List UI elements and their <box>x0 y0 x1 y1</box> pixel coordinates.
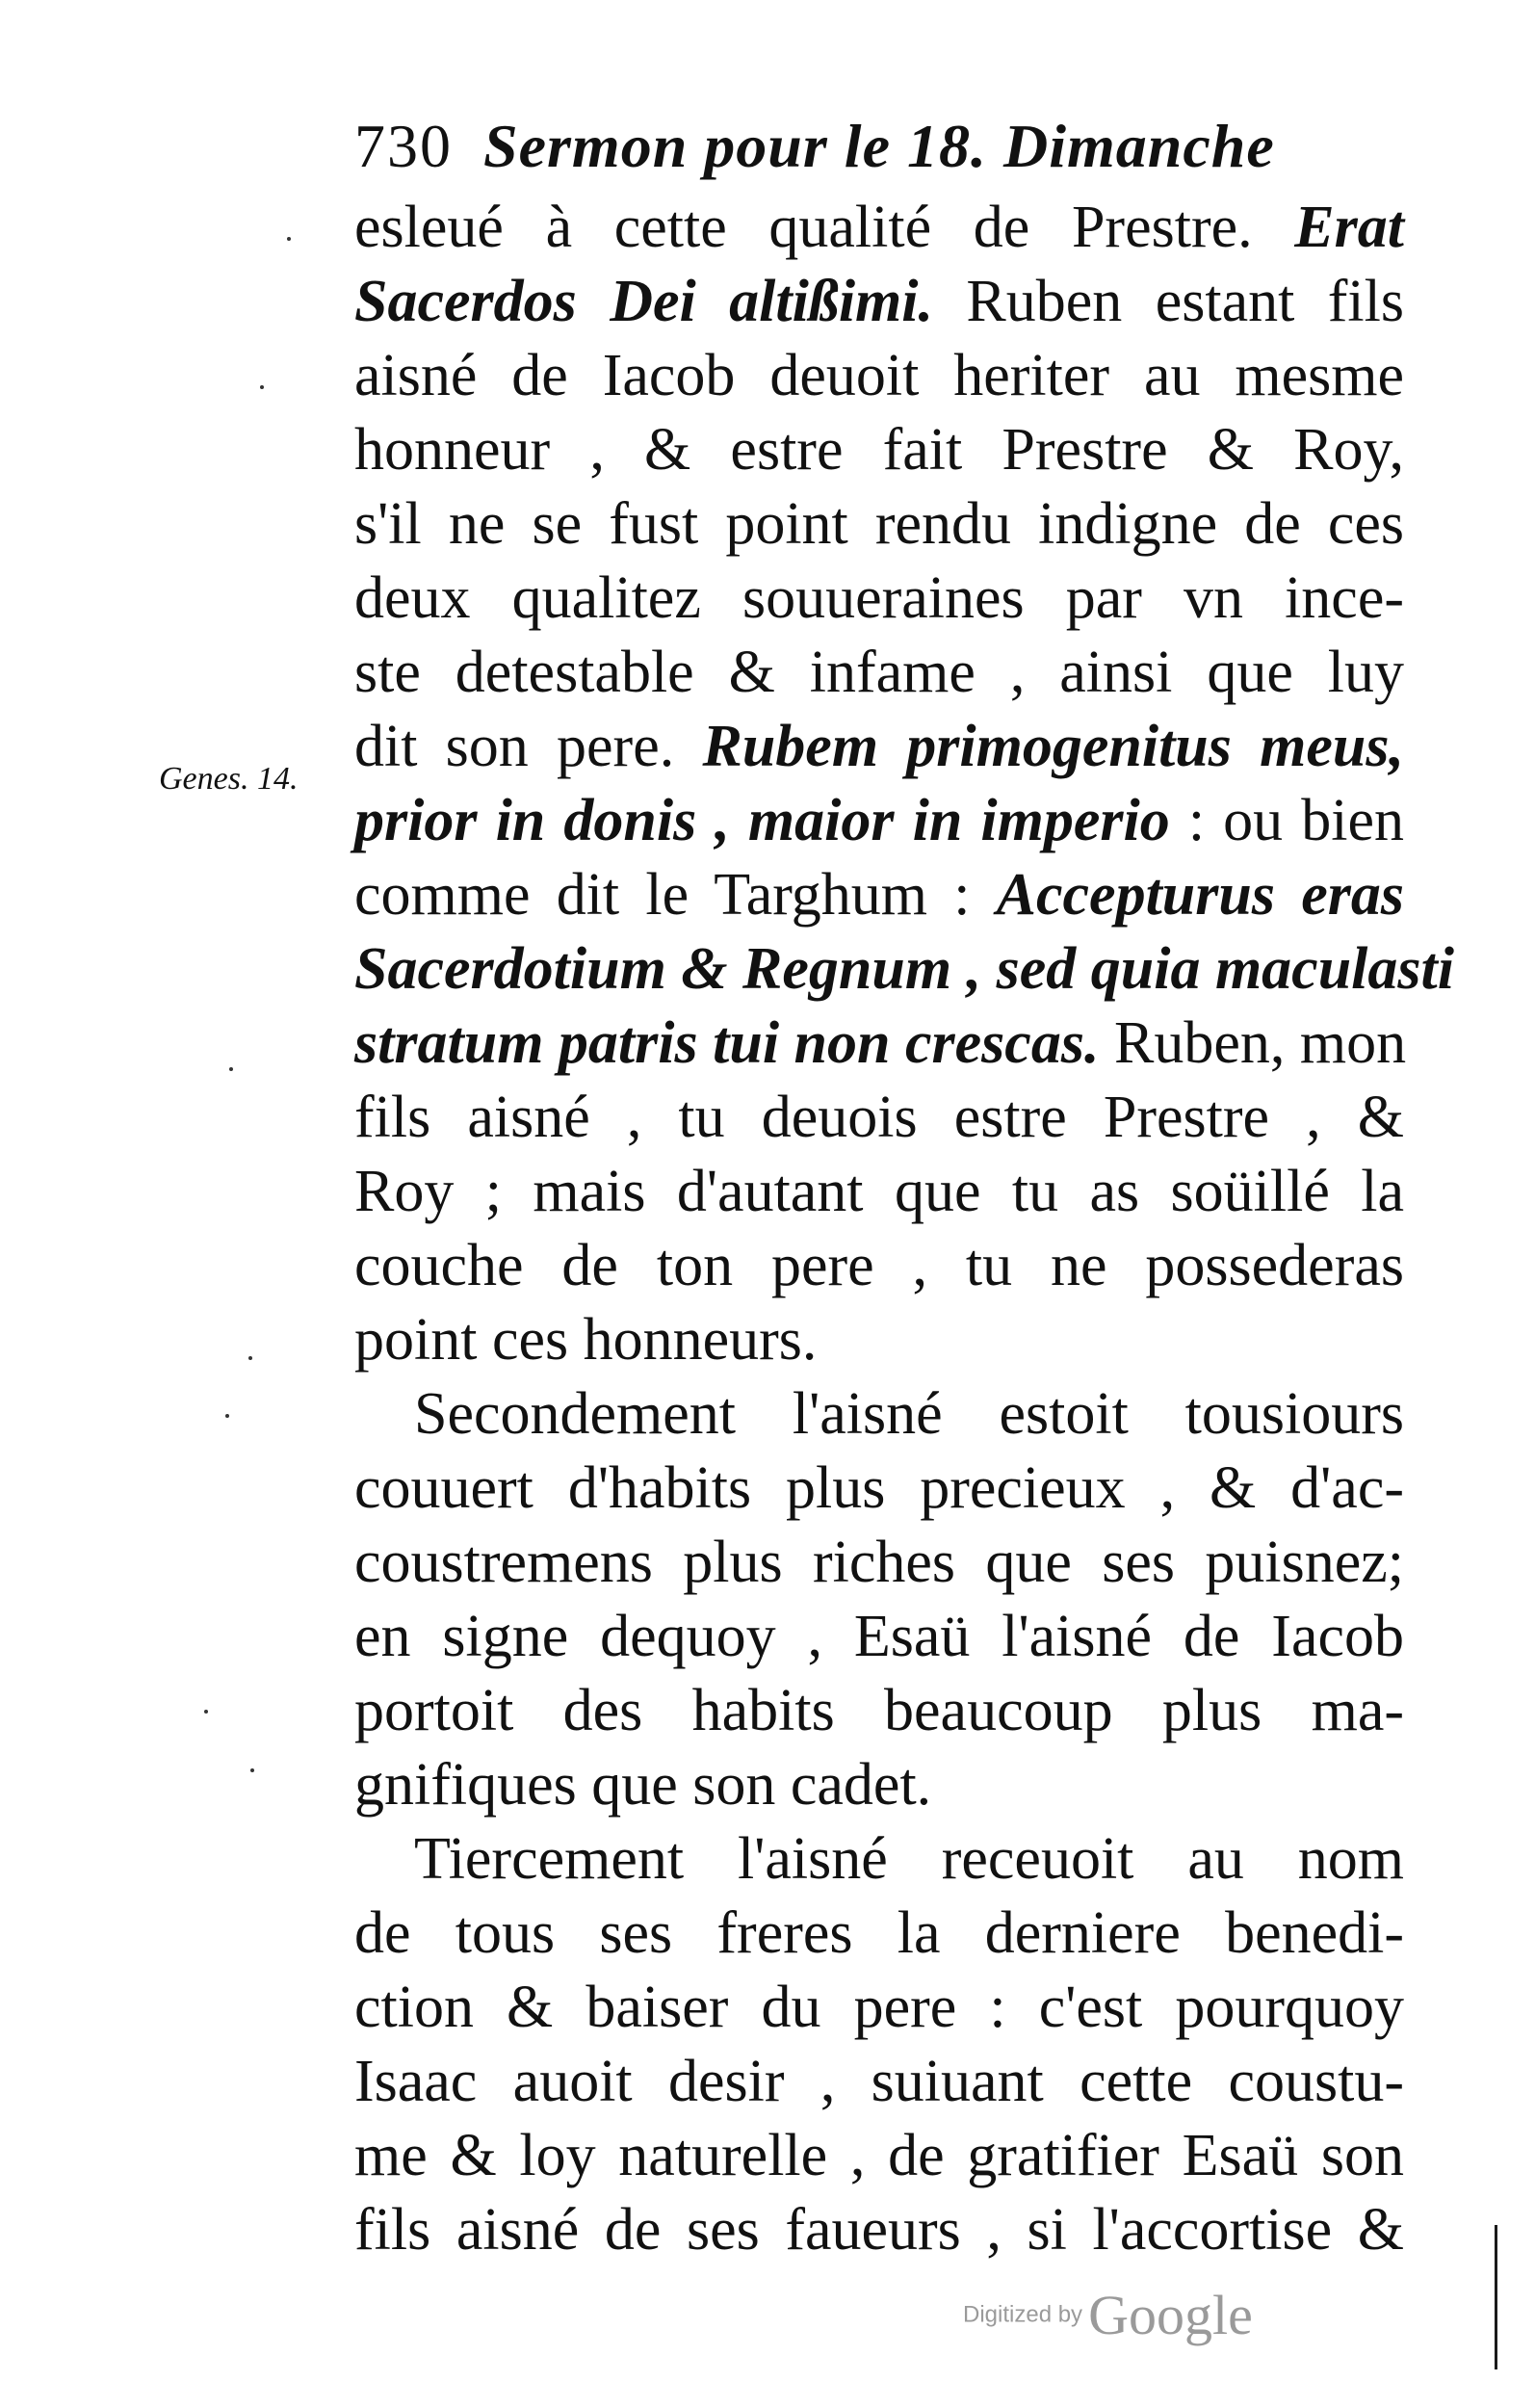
text-run: fils aisné , tu deuois estre Prestre , & <box>354 1085 1404 1150</box>
text-line <box>354 1155 1404 1229</box>
text-line <box>354 1081 1404 1155</box>
latin-quotation: stratum patris tui non crescas. <box>354 1010 1100 1076</box>
text-run: en signe dequoy , Esaü l'aisné de Iacob <box>354 1604 1404 1669</box>
print-speck <box>260 385 264 389</box>
text-run: Secondement l'aisné estoit tousiours <box>414 1381 1404 1447</box>
text-line <box>354 1377 1404 1452</box>
text-run: ste detestable & infame , ainsi que luy <box>354 640 1404 705</box>
text-line <box>354 1897 1404 1971</box>
text-run: ction & baiser du pere : c'est pourquoy <box>354 1975 1404 2040</box>
latin-quotation: Erat <box>1294 195 1404 260</box>
text-run: fils aisné de ses faueurs , si l'accortise & <box>354 2197 1404 2263</box>
text-run: comme dit le Targhum : <box>354 862 997 928</box>
text-run: me & loy naturelle , de gratifier Esaü son <box>354 2123 1404 2188</box>
text-run: couuert d'habits plus precieux , & d'ac- <box>354 1455 1404 1521</box>
text-run: portoit des habits beaucoup plus ma- <box>354 1678 1404 1743</box>
text-run: deux qualitez souueraines par vn ince- <box>354 565 1404 631</box>
text-run: couche de ton pere , tu ne possederas <box>354 1233 1404 1298</box>
text-line <box>354 1600 1404 1674</box>
print-speck <box>287 237 291 241</box>
text-run: Ruben, mon <box>1099 1010 1407 1076</box>
text-line <box>354 487 1404 562</box>
page-edge-rule <box>1495 2225 1497 2369</box>
watermark-brand: Google <box>1088 2284 1253 2346</box>
latin-quotation: Sacerdos Dei altißimi. <box>354 269 933 334</box>
text-line <box>354 1007 1407 1081</box>
text-run: honneur , & estre fait Prestre & Roy, <box>354 417 1404 483</box>
text-run: dit son pere. <box>354 714 703 779</box>
text-line <box>354 339 1404 413</box>
text-line <box>354 1748 1404 1822</box>
text-line <box>354 2193 1404 2267</box>
text-line <box>354 2045 1404 2119</box>
text-line <box>354 1971 1404 2045</box>
text-line <box>354 636 1404 710</box>
print-speck <box>225 1414 229 1418</box>
running-title: Sermon pour le 18. Dimanche <box>483 112 1275 180</box>
latin-quotation: prior in donis , maior in imperio <box>354 788 1170 853</box>
body-text <box>354 191 1454 2267</box>
text-line <box>354 932 1454 1007</box>
text-run: point ces honneurs. <box>354 1307 818 1373</box>
text-line <box>354 1303 1404 1377</box>
text-line <box>354 562 1404 636</box>
latin-quotation: Accepturus eras <box>996 862 1404 928</box>
text-line <box>354 265 1404 339</box>
watermark-prefix: Digitized by <box>963 2301 1083 2328</box>
print-speck <box>204 1710 208 1714</box>
text-run: : ou bien <box>1169 788 1404 853</box>
text-run: Tiercement l'aisné receuoit au nom <box>414 1826 1404 1892</box>
text-run: Isaac auoit desir , suiuant cette coustu- <box>354 2049 1404 2114</box>
text-line <box>354 2119 1404 2193</box>
text-line <box>354 1452 1404 1526</box>
print-speck <box>248 1356 252 1360</box>
text-run: s'il ne se fust point rendu indigne de ces <box>354 491 1404 557</box>
text-line <box>354 1526 1404 1600</box>
text-line <box>354 1229 1404 1303</box>
text-run: coustremens plus riches que ses puisnez; <box>354 1530 1404 1595</box>
page-header <box>354 108 1317 185</box>
text-line <box>354 191 1404 265</box>
text-run: gnifiques que son cadet. <box>354 1752 932 1818</box>
latin-quotation: Sacerdotium & Regnum , sed quia maculasti <box>354 936 1454 1002</box>
text-run: Ruben estant fils <box>933 269 1404 334</box>
print-speck <box>229 1067 233 1071</box>
text-line <box>354 710 1404 784</box>
text-line <box>354 858 1404 932</box>
digitized-watermark <box>963 2283 1253 2347</box>
text-run: Roy ; mais d'autant que tu as soüillé la <box>354 1159 1404 1224</box>
print-speck <box>250 1768 254 1772</box>
text-run: de tous ses freres la derniere benedi- <box>354 1900 1404 1966</box>
latin-quotation: Rubem primogenitus meus, <box>702 714 1405 779</box>
text-line <box>354 1674 1404 1748</box>
text-run: esleué à cette qualité de Prestre. <box>354 195 1295 260</box>
text-run: aisné de Iacob deuoit heriter au mesme <box>354 343 1404 408</box>
text-line <box>354 1822 1404 1897</box>
margin-note: Genes. 14. <box>159 761 299 797</box>
text-line <box>354 413 1404 487</box>
page-number: 730 <box>354 112 453 180</box>
text-line <box>354 784 1404 858</box>
